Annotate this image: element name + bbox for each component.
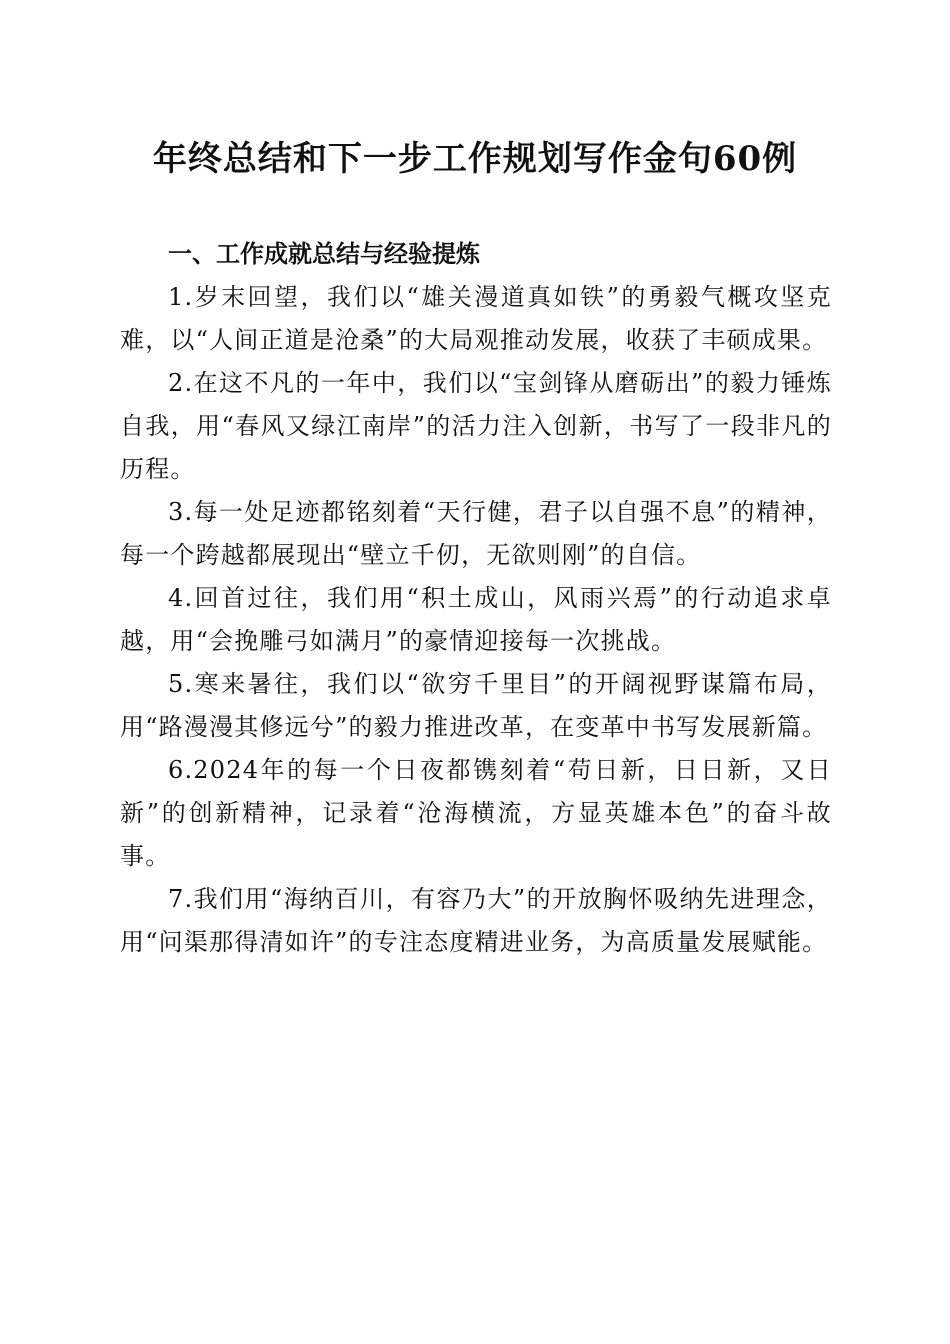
list-item: 6.2024年的每一个日夜都镌刻着“苟日新，日日新，又日新”的创新精神，记录着“沧海横流，方显英雄本色”的奋斗故事。 [120,756,832,870]
list-item: 2.在这不凡的一年中，我们以“宝剑锋从磨砺出”的毅力锤炼自我，用“春风又绿江南岸”的活力注入创新，书写了一段非凡的历程。 [120,369,832,483]
section-heading: 一、工作成就总结与经验提炼 [168,240,480,268]
list-item: 5.寒来暑往，我们以“欲穷千里目”的开阔视野谋篇布局，用“路漫漫其修远兮”的毅力推进改革，在变革中书写发展新篇。 [120,670,832,741]
list-item: 4.回首过往，我们用“积土成山，风雨兴焉”的行动追求卓越，用“会挽雕弓如满月”的豪情迎接每一次挑战。 [120,584,832,655]
document-body [120,232,832,964]
list-item: 3.每一处足迹都铭刻着“天行健，君子以自强不息”的精神，每一个跨越都展现出“壁立千仞，无欲则刚”的自信。 [120,498,832,569]
list-item: 1.岁末回望，我们以“雄关漫道真如铁”的勇毅气概攻坚克难，以“人间正道是沧桑”的大局观推动发展，收获了丰硕成果。 [120,283,832,354]
list-item: 7.我们用“海纳百川，有容乃大”的开放胸怀吸纳先进理念，用“问渠那得清如许”的专注态度精进业务，为高质量发展赋能。 [120,885,832,956]
document-title: 年终总结和下一步工作规划写作金句60例 [152,139,798,179]
